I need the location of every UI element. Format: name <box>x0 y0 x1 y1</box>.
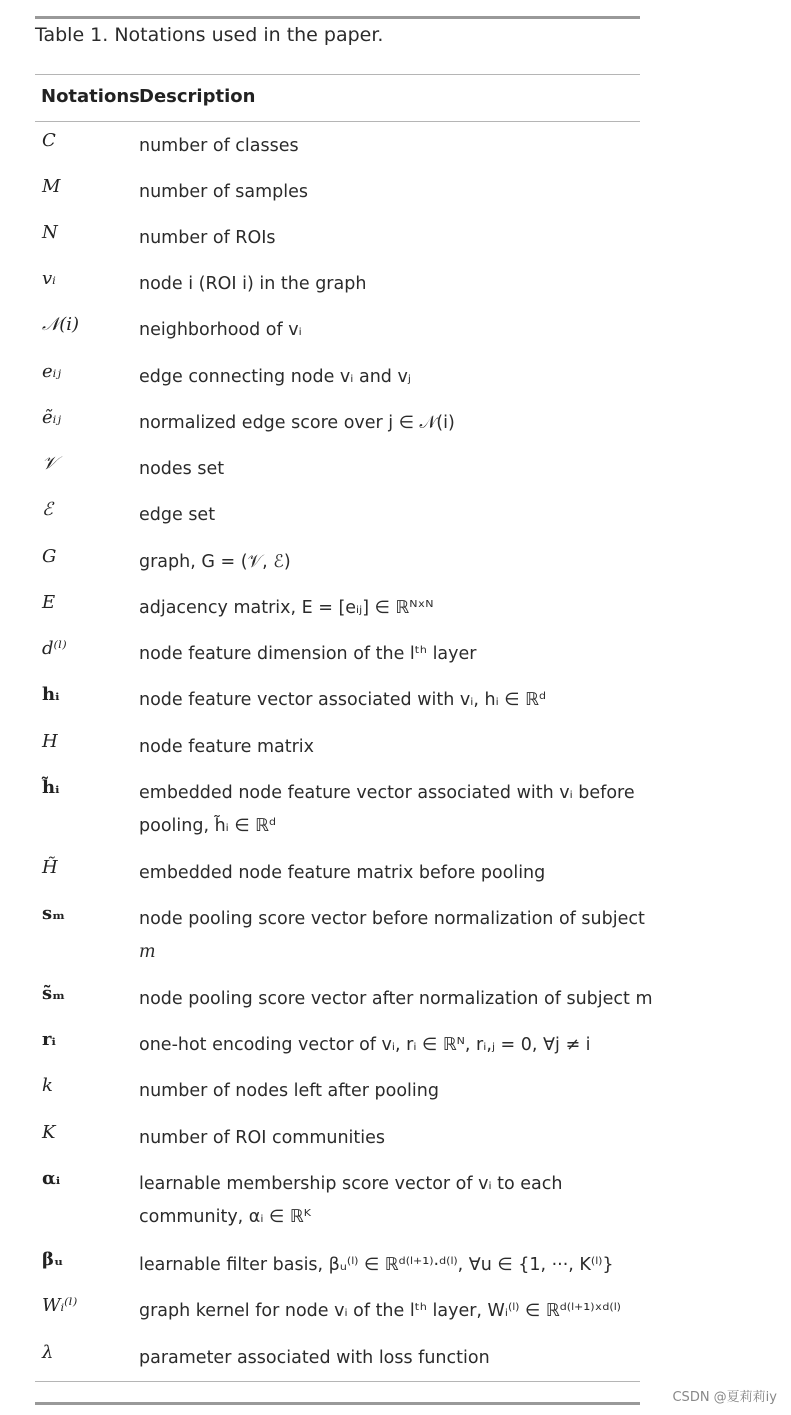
notation-description <box>139 1168 629 1234</box>
header-bottom-rule <box>35 121 640 122</box>
notation-symbol: C <box>42 130 56 151</box>
notation-description: adjacency matrix, E = [eᵢⱼ] ∈ ℝᴺˣᴺ <box>139 598 434 618</box>
notation-symbol: rᵢ <box>42 1029 56 1050</box>
notation-description: edge set <box>139 505 216 525</box>
notation-symbol: k <box>42 1075 53 1096</box>
notation-symbol: E <box>42 592 56 613</box>
notation-symbol: d⁽ˡ⁾ <box>42 638 67 659</box>
notation-description: neighborhood of vᵢ <box>139 320 302 340</box>
notation-description <box>139 903 645 969</box>
header-notations: Notations <box>41 86 140 107</box>
notation-symbol: eᵢⱼ <box>42 361 62 382</box>
description-line: node pooling score vector before normalization of subject <box>139 909 645 929</box>
notation-symbol: M <box>42 176 61 197</box>
notation-symbol: ẽᵢⱼ <box>42 407 62 428</box>
notation-description: learnable filter basis, βᵤ⁽ˡ⁾ ∈ ℝᵈ⁽ˡ⁺¹⁾·ᵈ⁽ˡ⁾, ∀u ∈ {1, ···, K⁽ˡ⁾} <box>139 1255 614 1275</box>
notation-symbol: vᵢ <box>42 268 56 289</box>
notation-symbol: 𝒱 <box>42 453 57 474</box>
notation-description: number of classes <box>139 136 299 156</box>
notation-symbol: Wᵢ⁽ˡ⁾ <box>42 1295 78 1316</box>
notation-description <box>139 777 635 843</box>
description-line: embedded node feature vector associated with vᵢ before <box>139 783 635 803</box>
notation-description: number of ROI communities <box>139 1128 386 1148</box>
notation-symbol: αᵢ <box>42 1168 61 1189</box>
notation-description: number of samples <box>139 182 309 202</box>
notation-description: node feature vector associated with vᵢ, hᵢ ∈ ℝᵈ <box>139 690 547 710</box>
notation-symbol: hᵢ <box>42 684 60 705</box>
notation-description: graph kernel for node vᵢ of the lᵗʰ layer, Wᵢ⁽ˡ⁾ ∈ ℝᵈ⁽ˡ⁺¹⁾ˣᵈ⁽ˡ⁾ <box>139 1301 621 1321</box>
notation-description: nodes set <box>139 459 225 479</box>
notation-symbol: H <box>42 731 58 752</box>
notation-symbol: sₘ <box>42 903 66 924</box>
table-caption: Table 1. Notations used in the paper. <box>35 24 384 46</box>
notation-symbol: λ <box>42 1342 54 1363</box>
notation-description: graph, G = (𝒱, ℰ) <box>139 552 291 572</box>
notation-symbol: G <box>42 546 57 567</box>
notation-symbol: H̃ <box>42 857 58 878</box>
header-top-rule <box>35 74 640 75</box>
notation-description: number of nodes left after pooling <box>139 1081 439 1101</box>
header-description: Description <box>139 86 256 107</box>
notation-description: node feature dimension of the lᵗʰ layer <box>139 644 477 664</box>
bottom-double-rule <box>35 1402 640 1405</box>
notation-symbol: 𝒩(i) <box>42 314 80 335</box>
notation-description: edge connecting node vᵢ and vⱼ <box>139 367 411 387</box>
description-line: m <box>139 942 156 962</box>
notation-symbol: s̃ₘ <box>42 983 66 1004</box>
top-rule <box>35 16 640 19</box>
description-line: community, αᵢ ∈ ℝᴷ <box>139 1207 311 1227</box>
notation-symbol: N <box>42 222 58 243</box>
notation-description: parameter associated with loss function <box>139 1348 490 1368</box>
notation-symbol: K <box>42 1122 56 1143</box>
notation-description: number of ROIs <box>139 228 276 248</box>
notation-description: node feature matrix <box>139 737 315 757</box>
description-line: learnable membership score vector of vᵢ to each <box>139 1174 563 1194</box>
notation-description: node i (ROI i) in the graph <box>139 274 367 294</box>
notation-symbol: βᵤ <box>42 1249 64 1270</box>
description-line: pooling, h̃ᵢ ∈ ℝᵈ <box>139 816 277 836</box>
bottom-rule <box>35 1381 640 1382</box>
notation-symbol: ℰ <box>42 499 53 520</box>
notation-symbol: h̃ᵢ <box>42 777 60 798</box>
notation-description: one-hot encoding vector of vᵢ, rᵢ ∈ ℝᴺ, rᵢ,ⱼ = 0, ∀j ≠ i <box>139 1035 591 1055</box>
notation-description: embedded node feature matrix before pooling <box>139 863 546 883</box>
watermark: CSDN @夏莉莉iy <box>672 1390 777 1405</box>
notation-description: node pooling score vector after normalization of subject m <box>139 989 653 1009</box>
notation-description: normalized edge score over j ∈ 𝒩(i) <box>139 413 455 433</box>
